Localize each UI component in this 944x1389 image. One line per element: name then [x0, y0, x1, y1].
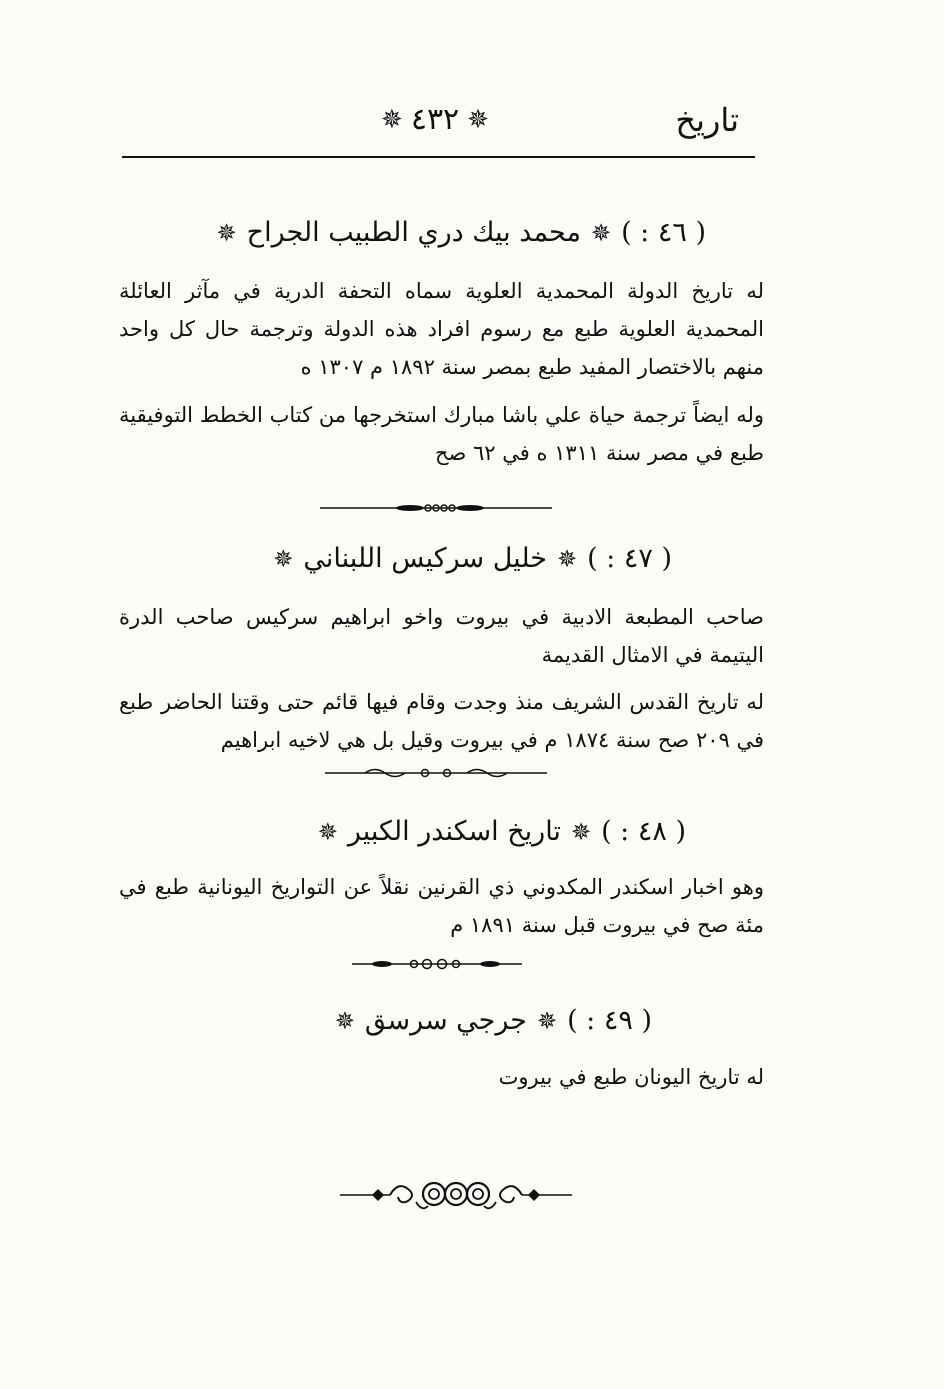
star-ornament-icon: ✵ — [590, 219, 612, 247]
entry-name: تاريخ اسكندر الكبير — [347, 816, 561, 847]
section-divider-ornament — [320, 500, 552, 516]
entry-number: ( ٤٩ : ) — [567, 1005, 652, 1036]
entry-number: ( ٤٧ : ) — [587, 543, 672, 574]
page-number — [370, 100, 500, 140]
star-ornament-icon: ✵ — [381, 105, 403, 135]
entry-paragraph: له تاريخ القدس الشريف منذ وجدت وقام فيها قائم حتى وقتنا الحاضر طبع في ٢٠٩ صح سنة ١٨٧٤ م في بيروت وقيل بل هي لاخيه ابراهيم — [119, 690, 764, 752]
entry-paragraph: له تاريخ الدولة المحمدية العلوية سماه التحفة الدرية في مآثر العائلة المحمدية العلوية طبع مع رسوم افراد هذه الدولة وترجمة حال كل واحد منهم بالاختصار المفيد طبع بمصر سنة ١٨٩٢ م ١٣٠٧ ه — [119, 279, 765, 379]
entry-name: جرجي سرسق — [364, 1005, 527, 1036]
entry-paragraph: وله ايضاً ترجمة حياة علي باشا مبارك استخرجها من كتاب الخطط التوفيقية طبع في مصر سنة ١٣١١ ه في ٦٢ صح — [119, 403, 764, 465]
star-ornament-icon: ✵ — [467, 105, 489, 135]
entry-heading-47 — [273, 541, 672, 577]
star-ornament-icon: ✵ — [273, 545, 294, 573]
star-ornament-icon: ✵ — [216, 219, 237, 247]
entry-name: محمد بيك دري الطبيب الجراح — [246, 217, 581, 248]
entry-heading-49 — [335, 1003, 652, 1039]
section-divider-ornament — [352, 956, 522, 972]
header-rule — [122, 156, 755, 158]
star-ornament-icon: ✵ — [334, 1007, 355, 1035]
entry-heading-48 — [318, 814, 686, 850]
entry-heading-46 — [217, 215, 706, 251]
section-divider-ornament — [325, 765, 547, 781]
star-ornament-icon: ✵ — [570, 818, 592, 846]
star-ornament-icon: ✵ — [317, 818, 338, 846]
entry-number: ( ٤٨ : ) — [601, 816, 686, 847]
running-title: تاريخ — [675, 101, 739, 139]
entry-name: خليل سركيس اللبناني — [303, 543, 547, 574]
star-ornament-icon: ✵ — [556, 545, 578, 573]
entry-paragraph: وهو اخبار اسكندر المكدوني ذي القرنين نقلاً عن التواريخ اليونانية طبع في مئة صح في بيروت قبل سنة ١٨٩١ م — [119, 875, 764, 937]
entry-paragraph: له تاريخ اليونان طبع في بيروت — [498, 1065, 764, 1089]
tailpiece-ornament — [340, 1172, 572, 1218]
star-ornament-icon: ✵ — [536, 1007, 558, 1035]
page-number-value: ٤٣٢ — [410, 102, 460, 137]
entry-paragraph: صاحب المطبعة الادبية في بيروت واخو ابراهيم سركيس صاحب الدرة اليتيمة في الامثال القديمة — [119, 605, 764, 667]
entry-number: ( ٤٦ : ) — [621, 217, 706, 248]
